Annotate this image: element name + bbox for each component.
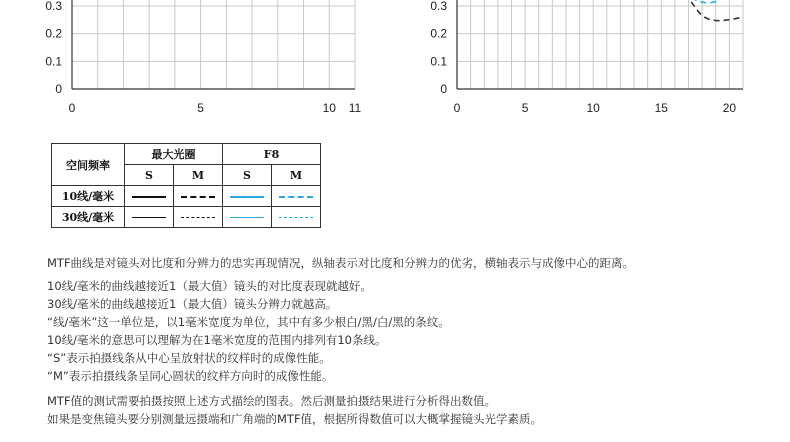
notes-line: 10线/毫米的意思可以理解为在1毫米宽度的范围内排列有10条线。: [47, 333, 387, 347]
m-header-f8: M: [272, 165, 321, 186]
x-tick-label: 10: [322, 101, 336, 115]
mtf-series-line: [691, 2, 743, 21]
x-tick-label: 15: [654, 101, 668, 115]
s-header-f8: S: [223, 165, 272, 186]
x-tick-label: 0: [68, 101, 76, 115]
legend-line-30-s-max: [132, 217, 166, 218]
legend-line-10-m-max: [181, 196, 215, 198]
y-tick-label: 0: [55, 82, 62, 96]
legend-line-10-s-max: [132, 196, 166, 198]
y-tick-label: 0.2: [45, 26, 62, 41]
notes-line: “线/毫米”这一单位是，以1毫米宽度为单位，其中有多少根白/黑/白/黑的条纹。: [47, 315, 450, 329]
mtf-chart-left: [45, 0, 361, 115]
row-label-10: 10线/毫米: [52, 186, 125, 207]
legend-line-30-s-f8: [230, 217, 264, 218]
y-tick-label: 0.3: [430, 0, 447, 13]
legend-line-10-m-f8: [279, 196, 313, 198]
x-tick-label: 5: [197, 101, 204, 115]
notes-para1: MTF曲线是对镜头对比度和分辨力的忠实再现情况，纵轴表示对比度和分辨力的优劣，横轴表示与成像中心的距离。: [47, 256, 635, 270]
y-tick-label: 0.2: [430, 26, 447, 41]
notes-intro: [47, 254, 634, 272]
y-tick-label: 0.1: [45, 54, 62, 69]
y-tick-label: 0.3: [45, 0, 62, 13]
y-tick-label: 0: [440, 82, 447, 96]
m-header-max: M: [174, 165, 223, 186]
legend-line-30-m-max: [181, 217, 215, 218]
x-tick-label: 0: [453, 101, 461, 115]
max-aperture-header: 最大光圈: [125, 144, 223, 165]
x-tick-label: 11: [348, 101, 362, 115]
s-header-max: S: [125, 165, 174, 186]
spatial-freq-header: 空间频率: [52, 144, 125, 186]
row-label-30: 30线/毫米: [52, 207, 125, 228]
f8-header: F8: [223, 144, 321, 165]
x-tick-label: 20: [722, 101, 737, 115]
x-tick-label: 10: [586, 101, 600, 115]
notes-line: 30线/毫米的曲线越接近1（最大值）镜头分辨力就越高。: [47, 297, 338, 311]
mtf-chart-right: [430, 0, 743, 115]
x-tick-label: 5: [521, 101, 529, 115]
notes-details: [47, 277, 450, 385]
notes-line: 10线/毫米的曲线越接近1（最大值）镜头的对比度表现就越好。: [47, 279, 372, 293]
notes-measurement: [47, 392, 542, 428]
notes-line: “M”表示拍摄线条呈同心圆状的纹样方向时的成像性能。: [47, 369, 334, 383]
notes-line: MTF值的测试需要拍摄按照上述方式描绘的图表。然后测量拍摄结果进行分析得出数值。: [47, 394, 497, 408]
legend-table: [51, 143, 321, 228]
notes-line: 如果是变焦镜头要分别测量远摄端和广角端的MTF值，根据所得数值可以大概掌握镜头光学素质。: [47, 412, 543, 426]
notes-line: “S”表示拍摄线条从中心呈放射状的纹样时的成像性能。: [47, 351, 331, 365]
legend-line-10-s-f8: [230, 196, 264, 198]
mtf-charts: [0, 0, 790, 130]
legend-line-30-m-f8: [279, 217, 313, 218]
y-tick-label: 0.1: [430, 54, 447, 69]
